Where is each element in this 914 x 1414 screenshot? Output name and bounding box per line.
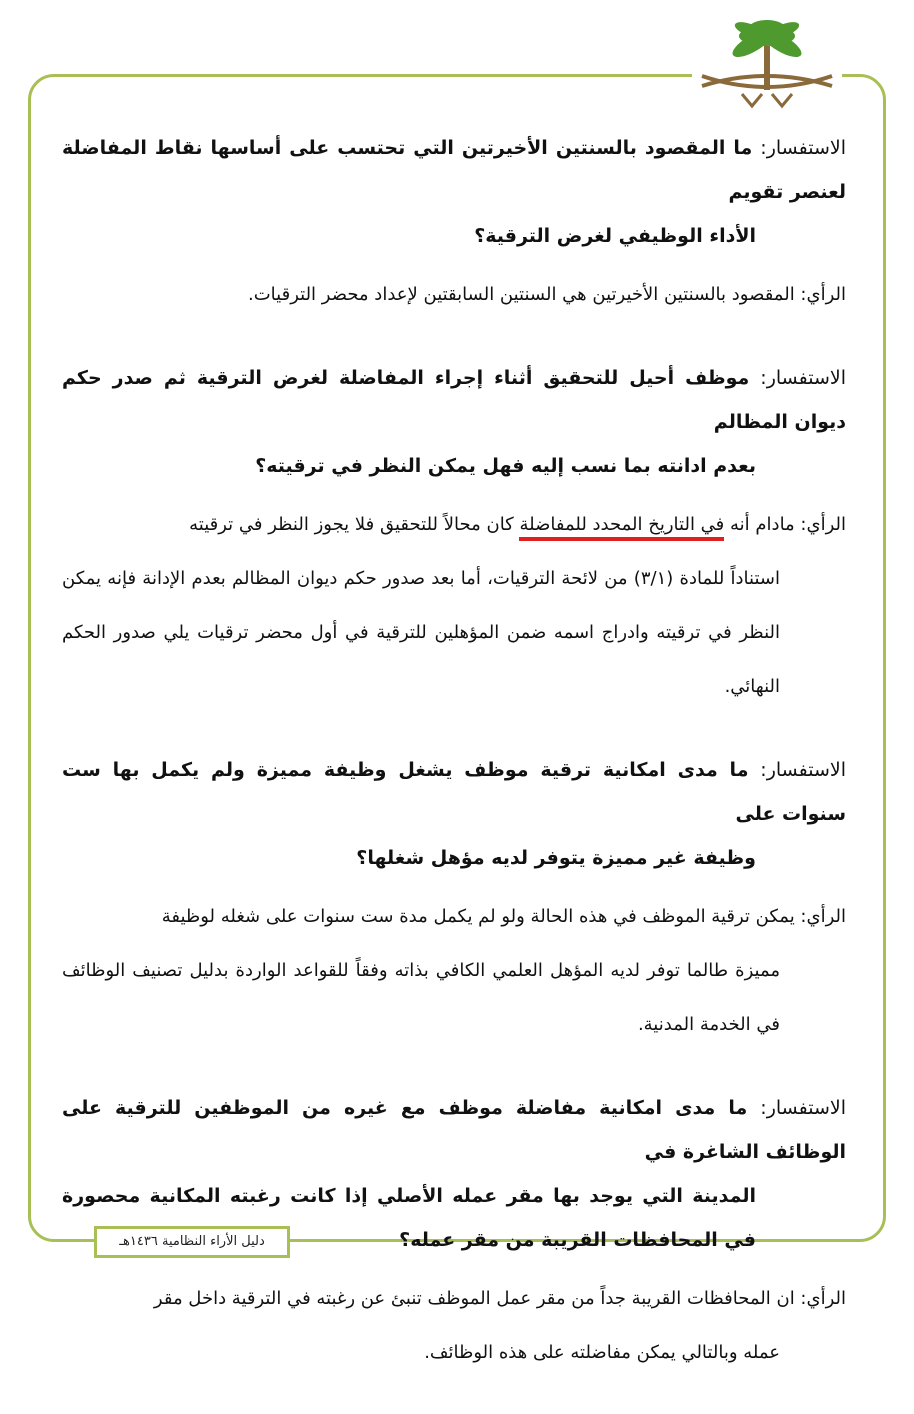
answer-label: الرأي: [800,514,846,535]
question-3-cont: وظيفة غير مميزة يتوفر لديه مؤهل شغلها؟ [356,847,756,869]
question-text: موظف أحيل للتحقيق أثناء إجراء المفاضلة لغرض الترقية ثم صدر حكم ديوان المظالم [62,367,846,433]
question-text: ما مدى امكانية ترقية موظف يشغل وظيفة مميزة ولم يكمل بها ست سنوات على [62,759,846,825]
palm-tree-swords-emblem-icon [692,6,842,110]
answer-text: يمكن ترقية الموظف في هذه الحالة ولو لم يكمل مدة ست سنوات على شغله لوظيفة [161,906,801,927]
answer-label: الرأي: [800,906,846,927]
question-4 [62,1086,846,1174]
qa-item-1 [62,126,846,322]
question-3 [62,748,846,836]
answer-4 [62,1272,846,1326]
qa-item-3 [62,748,846,1052]
answer-text: المقصود بالسنتين الأخيرتين هي السنتين السابقتين لإعداد محضر الترقيات. [248,284,801,305]
answer-text: كان محالاً للتحقيق فلا يجوز النظر في ترقيته [189,514,520,535]
answer-label: الرأي: [800,284,846,305]
footer-label: دليل الأراء النظامية ١٤٣٦هـ [94,1226,290,1258]
underlined-phrase: في التاريخ المحدد للمفاضلة [519,514,724,541]
question-1 [62,126,846,214]
answer-text: ان المحافظات القريبة جداً من مقر عمل الموظف تنبئ عن رغبته في الترقية داخل مقر [153,1288,801,1309]
answer-4-cont: عمله وبالتالي يمكن مفاضلته على هذه الوظائف. [424,1342,780,1363]
qa-item-2 [62,356,846,714]
answer-2-cont: استناداً للمادة (٣/١) من لائحة الترقيات، أما بعد صدور حكم ديوان المظالم بعدم الإدانة فإنه يمكن النظر في ترقيته وادراج اسمه ضمن المؤهلين للترقية في أول محضر ترقيات يلي صدور الحكم النهائي. [62,568,780,697]
question-2-cont: بعدم ادانته بما نسب إليه فهل يمكن النظر في ترقيته؟ [255,455,756,477]
question-label: الاستفسار: [760,1097,846,1119]
question-label: الاستفسار: [760,367,846,389]
answer-2 [62,498,846,552]
question-2 [62,356,846,444]
question-text: ما المقصود بالسنتين الأخيرتين التي تحتسب على أساسها نقاط المفاضلة لعنصر تقويم [62,137,846,203]
answer-3-cont: مميزة طالما توفر لديه المؤهل العلمي الكافي بذاته وفقاً للقواعد الواردة بدليل تصنيف الوظائف في الخدمة المدنية. [62,960,780,1035]
question-4-cont: المدينة التي يوجد بها مقر عمله الأصلي إذا كانت رغبته المكانية محصورة في المحافظات القريبة من مقر عمله؟ [62,1185,756,1251]
question-label: الاستفسار: [760,137,846,159]
answer-1 [62,268,846,322]
answer-3 [62,890,846,944]
question-text: ما مدى امكانية مفاضلة موظف مع غيره من الموظفين للترقية على الوظائف الشاغرة في [62,1097,846,1163]
question-1-cont: الأداء الوظيفي لغرض الترقية؟ [474,225,756,247]
content [62,126,846,1414]
answer-label: الرأي: [800,1288,846,1309]
question-label: الاستفسار: [760,759,846,781]
answer-text: مادام أنه [724,514,801,535]
